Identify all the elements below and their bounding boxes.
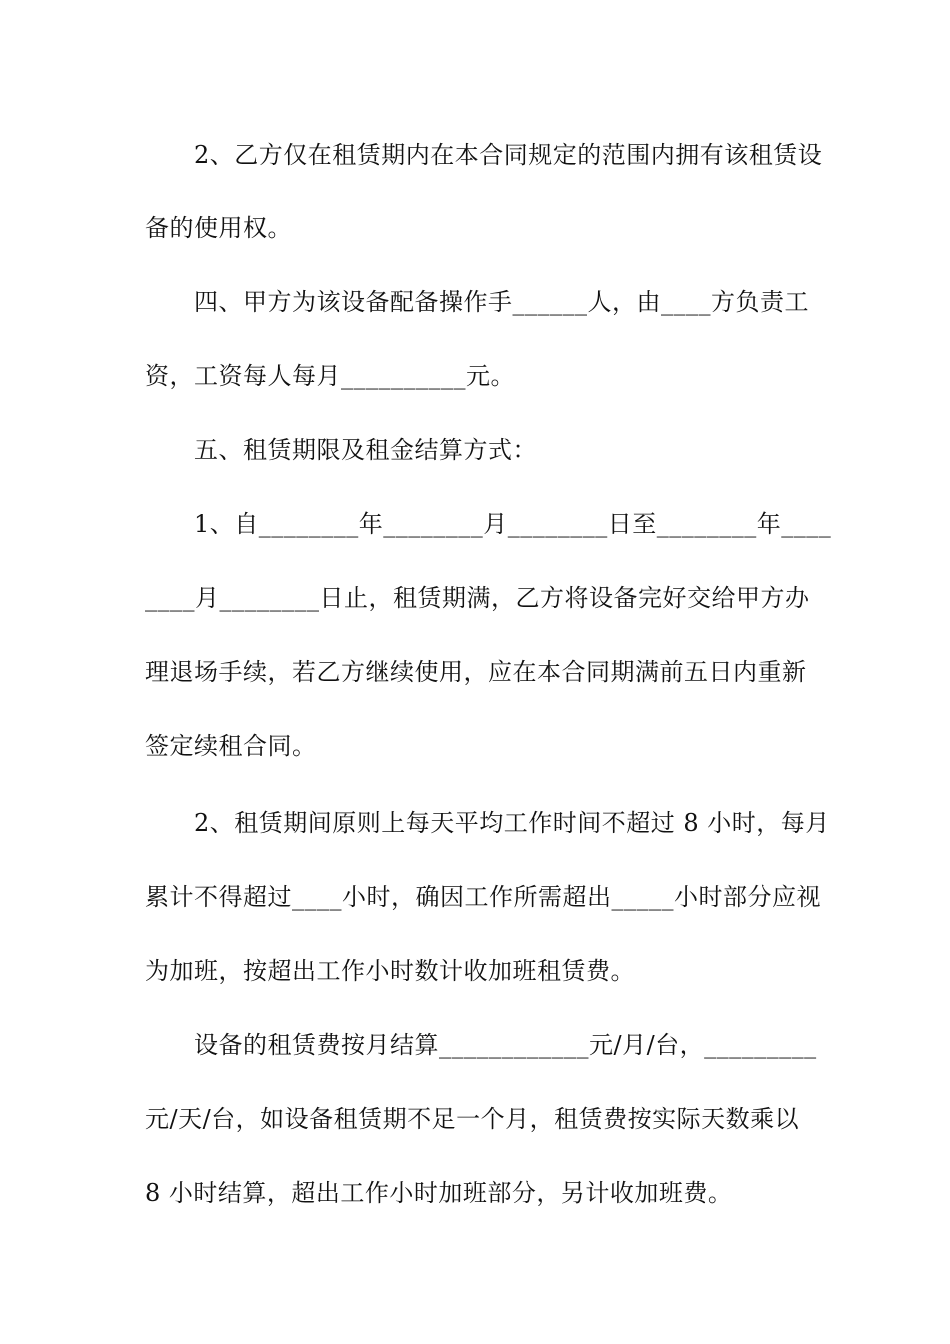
clause-5-heading: 五、租赁期限及租金结算方式： xyxy=(194,436,537,464)
clause-5-1-line-3: 理退场手续，若乙方继续使用，应在本合同期满前五日内重新 xyxy=(145,658,807,686)
clause-5-2-line-1: 2、租赁期间原则上每天平均工作时间不超过 8 小时，每月 xyxy=(194,809,830,837)
clause-5-1-line-2: ____月________日止，租赁期满，乙方将设备完好交给甲方办 xyxy=(145,584,810,612)
clause-5-2-line-3: 为加班，按超出工作小时数计收加班租赁费。 xyxy=(145,957,635,985)
clause-4-operator-line-2: 资，工资每人每月__________元。 xyxy=(145,362,515,390)
clause-5-1-line-4: 签定续租合同。 xyxy=(145,732,317,760)
clause-2-usage-right-line-2: 备的使用权。 xyxy=(145,214,292,242)
clause-4-operator-line-1: 四、甲方为该设备配备操作手______人，由____方负责工 xyxy=(194,288,809,316)
clause-2-usage-right-line-1: 2、乙方仅在租赁期内在本合同规定的范围内拥有该租赁设 xyxy=(194,141,823,169)
fee-clause-line-3: 8 小时结算，超出工作小时加班部分，另计收加班费。 xyxy=(145,1179,733,1207)
fee-clause-line-1: 设备的租赁费按月结算____________元/月/台，_________ xyxy=(194,1031,817,1059)
clause-5-2-line-2: 累计不得超过____小时，确因工作所需超出_____小时部分应视 xyxy=(145,883,821,911)
clause-5-1-line-1: 1、自________年________月________日至________年____ xyxy=(194,510,832,538)
fee-clause-line-2: 元/天/台，如设备租赁期不足一个月，租赁费按实际天数乘以 xyxy=(145,1105,800,1133)
